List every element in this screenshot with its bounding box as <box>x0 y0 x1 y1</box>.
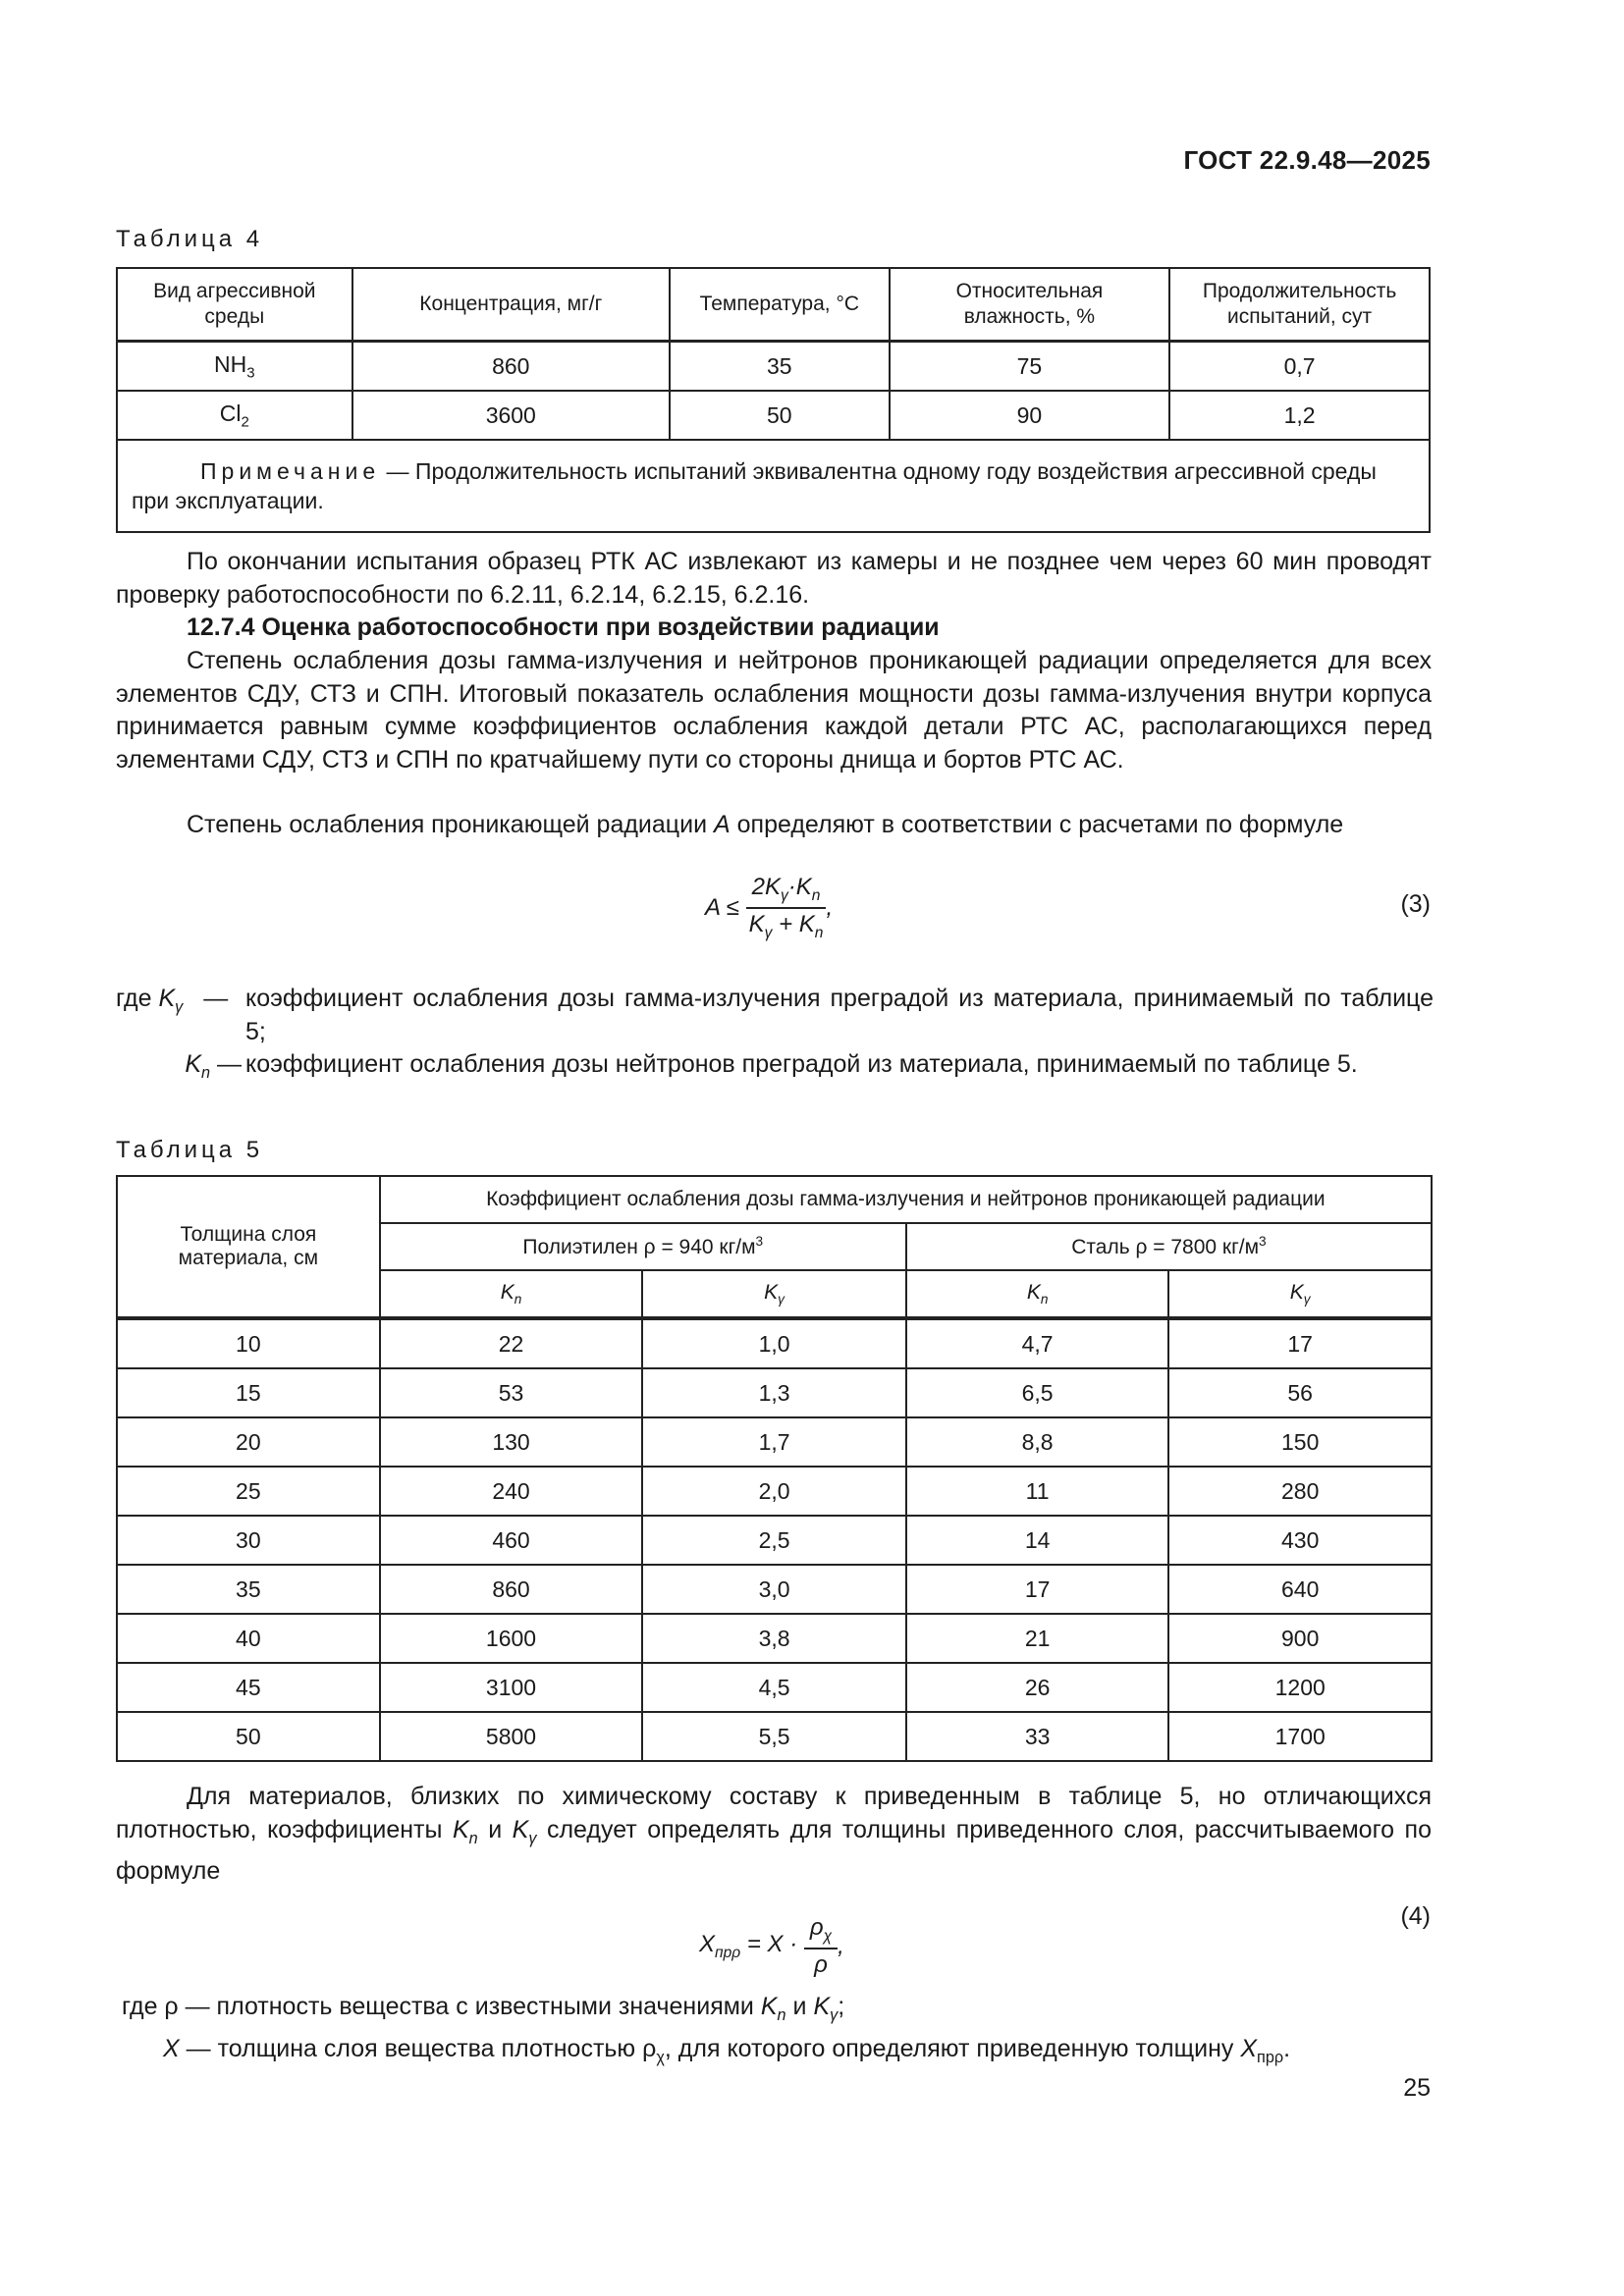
f3-den-sub2: n <box>814 924 824 941</box>
table5-caption: Таблица 5 <box>116 1137 264 1163</box>
definitions-2 <box>122 1991 1437 2074</box>
table4-header-row <box>117 268 1430 342</box>
env-formula: Cl <box>219 400 242 426</box>
table4-header-env-l1: Вид агрессивной <box>153 280 316 302</box>
table5-cell-thickness: 50 <box>117 1712 380 1761</box>
f3-den-a: K <box>748 910 765 937</box>
env-formula-sub: 2 <box>241 413 249 431</box>
table4-cell-dur: 1,2 <box>1169 391 1430 440</box>
table4-caption: Таблица 4 <box>116 226 264 252</box>
formula4-number: (4) <box>1400 1902 1431 1930</box>
table-row <box>117 1663 1432 1712</box>
table5-header-steel-kg <box>1168 1270 1432 1318</box>
table5-cell-poly-kg: 2,5 <box>642 1516 906 1565</box>
definition-x <box>122 2033 1437 2075</box>
def-text-kgamma: коэффициент ослабления дозы гамма-излучения преградой из материала, принимаемый по таблице 5; <box>245 985 1434 1045</box>
f3-den-sub1: γ <box>764 924 773 941</box>
k-sym: K <box>1289 1280 1304 1304</box>
table4-note-row <box>117 440 1430 532</box>
def2-k: K <box>813 1993 831 2020</box>
table4-cell-conc: 860 <box>352 342 670 392</box>
table5-header-group: Коэффициент ослабления дозы гамма-излучения и нейтронов проникающей радиации <box>380 1176 1432 1223</box>
def2-xpr: X <box>1240 2034 1258 2062</box>
table5-header-poly-kn <box>380 1270 643 1318</box>
formula3-denominator <box>746 909 827 942</box>
env-formula: NH <box>214 350 247 377</box>
def-text-kn: коэффициент ослабления дозы нейтронов преградой из материала, принимаемый по таблице 5. <box>245 1050 1358 1078</box>
table5-cell-steel-kn: 21 <box>906 1614 1169 1663</box>
formula4-fraction <box>804 1914 838 1979</box>
formula4-denominator: ρ <box>814 1950 828 1978</box>
def2-k-sub-n: n <box>777 2006 786 2024</box>
steel-cube: 3 <box>1259 1234 1267 1249</box>
def2-rho: ρ <box>642 2034 657 2062</box>
para4-text-c: следует определять для толщины приведенного слоя, рассчитываемого по формуле <box>116 1815 1432 1885</box>
definitions-1 <box>116 983 1434 1091</box>
table-row <box>117 1565 1432 1614</box>
k-sym: K <box>500 1280 514 1304</box>
table-row <box>117 391 1430 440</box>
def-sym-sub: γ <box>175 998 184 1016</box>
para3-text-b: определяют в соответствии с расчетами по формуле <box>730 811 1344 838</box>
k-sym: K <box>1026 1280 1041 1304</box>
definition-kn <box>116 1048 1434 1091</box>
table4-header-env <box>117 268 352 342</box>
def2-xpr-sub: прρ <box>1257 2048 1284 2066</box>
table5-cell-poly-kg: 2,0 <box>642 1467 906 1516</box>
def-sym: K <box>158 985 176 1012</box>
table5-cell-thickness: 10 <box>117 1318 380 1368</box>
table5-cell-steel-kn: 11 <box>906 1467 1169 1516</box>
f3-num-sub2: n <box>811 886 821 904</box>
table4-cell-env <box>117 342 352 392</box>
table-row <box>117 342 1430 392</box>
table5-cell-poly-kn: 130 <box>380 1417 643 1467</box>
formula4-tail: , <box>838 1932 844 1959</box>
table5-cell-poly-kn: 5800 <box>380 1712 643 1761</box>
table-row <box>117 1417 1432 1467</box>
para4-text-b: и <box>477 1815 513 1843</box>
def2-rho-sub: χ <box>656 2048 665 2066</box>
def-sym-kn <box>116 1048 242 1091</box>
table5-cell-thickness: 40 <box>117 1614 380 1663</box>
table4-cell-conc: 3600 <box>352 391 670 440</box>
k-sub: γ <box>778 1292 785 1308</box>
table5-cell-thickness: 35 <box>117 1565 380 1614</box>
table4-header-temp: Температура, °С <box>670 268 890 342</box>
def-sym-kgamma <box>116 983 242 1048</box>
f3-num-mid: ·K <box>787 874 812 900</box>
def2-text-c: ; <box>838 1993 845 2020</box>
def2-x-text-b: , для которого определяют приведенную толщину <box>664 2034 1241 2062</box>
table4-header-hum-l1: Относительная <box>955 280 1104 302</box>
table5-cell-thickness: 20 <box>117 1417 380 1467</box>
table5-cell-poly-kn: 1600 <box>380 1614 643 1663</box>
table4-cell-env <box>117 391 352 440</box>
table4-cell-dur: 0,7 <box>1169 342 1430 392</box>
table5-cell-steel-kg: 1200 <box>1168 1663 1432 1712</box>
f4-eq: = X · <box>740 1931 798 1957</box>
table5-cell-poly-kn: 22 <box>380 1318 643 1368</box>
poly-label: Полиэтилен ρ = 940 кг/м <box>522 1236 756 1258</box>
table5-cell-thickness: 45 <box>117 1663 380 1712</box>
page-number: 25 <box>1403 2074 1431 2102</box>
table5-cell-steel-kn: 4,7 <box>906 1318 1169 1368</box>
table5-header-thickness <box>117 1176 380 1318</box>
table5-cell-poly-kg: 1,3 <box>642 1368 906 1417</box>
def-sym-sub: n <box>201 1064 211 1082</box>
def2-text-b: и <box>785 1993 814 2020</box>
note-label: Примечание <box>200 458 381 484</box>
para4-text-a: Для материалов, близких по химическому составу к приведенным в таблице 5, но отличающихся плотностью, коэффициенты <box>116 1783 1432 1843</box>
table4-cell-temp: 35 <box>670 342 890 392</box>
paragraph-formula-intro <box>116 809 1432 842</box>
para4-k-sub-n: n <box>468 1829 478 1847</box>
k-sym: K <box>764 1280 779 1304</box>
para4-k-sub-g: γ <box>528 1829 537 1847</box>
table5-cell-poly-kg: 5,5 <box>642 1712 906 1761</box>
def2-x-sym: X <box>163 2034 180 2062</box>
table5-cell-steel-kg: 150 <box>1168 1417 1432 1467</box>
table5-cell-thickness: 25 <box>117 1467 380 1516</box>
table4-header-dur-l1: Продолжительность <box>1202 280 1397 302</box>
paragraph-reduced-layer <box>116 1781 1432 1889</box>
table-row <box>117 1516 1432 1565</box>
def2-k-sub-g: γ <box>830 2006 839 2024</box>
def-dash: — <box>203 985 229 1012</box>
def2-k: K <box>760 1993 778 2020</box>
table5-cell-poly-kn: 53 <box>380 1368 643 1417</box>
table5-cell-steel-kn: 26 <box>906 1663 1169 1712</box>
table5-cell-steel-kn: 14 <box>906 1516 1169 1565</box>
para3-var: A <box>714 811 731 838</box>
f4-num: ρ <box>809 1914 824 1941</box>
note-text: — Продолжительность испытаний эквивалентна одному году воздействия агрессивной среды при эксплуатации. <box>132 458 1377 513</box>
formula4-numerator <box>804 1914 838 1949</box>
para3-text-a: Степень ослабления проникающей радиации <box>187 811 714 838</box>
env-formula-sub: 3 <box>246 364 255 382</box>
def2-x-text-c: . <box>1283 2034 1291 2062</box>
table5-header-poly <box>380 1223 906 1270</box>
formula3-tail: , <box>826 893 834 921</box>
table4-cell-hum: 75 <box>890 342 1170 392</box>
formula3-number: (3) <box>1400 890 1431 918</box>
table5 <box>116 1175 1433 1762</box>
table5-cell-poly-kn: 460 <box>380 1516 643 1565</box>
table4-header-conc: Концентрация, мг/г <box>352 268 670 342</box>
table5-cell-poly-kg: 3,8 <box>642 1614 906 1663</box>
def-sym: K <box>185 1050 201 1078</box>
table5-cell-steel-kn: 17 <box>906 1565 1169 1614</box>
formula-4 <box>699 1914 844 1979</box>
table5-cell-steel-kg: 430 <box>1168 1516 1432 1565</box>
table4-header-dur <box>1169 268 1430 342</box>
def2-x-text-a: — толщина слоя вещества плотностью <box>179 2034 643 2062</box>
poly-cube: 3 <box>755 1234 764 1249</box>
table4 <box>116 267 1431 533</box>
table-row <box>117 1467 1432 1516</box>
table5-cell-thickness: 15 <box>117 1368 380 1417</box>
table5-cell-poly-kg: 4,5 <box>642 1663 906 1712</box>
formula4-lhs <box>699 1931 798 1961</box>
table5-cell-steel-kg: 640 <box>1168 1565 1432 1614</box>
f4-num-sub: χ <box>823 1927 833 1945</box>
table5-cell-thickness: 30 <box>117 1516 380 1565</box>
table4-cell-temp: 50 <box>670 391 890 440</box>
table5-cell-poly-kn: 860 <box>380 1565 643 1614</box>
def-prefix: где <box>116 985 159 1012</box>
thickness-l1: Толщина слоя <box>180 1223 317 1246</box>
def2-text-a: где ρ — плотность вещества с известными значениями <box>122 1993 761 2020</box>
table5-cell-steel-kg: 1700 <box>1168 1712 1432 1761</box>
table5-cell-steel-kg: 900 <box>1168 1614 1432 1663</box>
k-sub: n <box>1040 1292 1049 1308</box>
def-dash: — <box>217 1050 242 1078</box>
formula-3 <box>705 874 833 942</box>
table5-header-steel-kn <box>906 1270 1169 1318</box>
table4-cell-hum: 90 <box>890 391 1170 440</box>
f4-x-sub: прρ <box>715 1944 741 1961</box>
table-row <box>117 1318 1432 1368</box>
table5-cell-poly-kg: 1,7 <box>642 1417 906 1467</box>
table5-cell-steel-kg: 280 <box>1168 1467 1432 1516</box>
table5-cell-poly-kg: 1,0 <box>642 1318 906 1368</box>
thickness-l2: материала, см <box>178 1247 319 1269</box>
table5-body <box>117 1318 1432 1761</box>
document-header: ГОСТ 22.9.48—2025 <box>1183 145 1431 175</box>
para4-k: K <box>452 1815 469 1843</box>
table5-header-row-1 <box>117 1176 1432 1223</box>
table4-header-hum <box>890 268 1170 342</box>
table4-header-dur-l2: испытаний, сут <box>1227 305 1373 328</box>
f4-x: X <box>699 1931 716 1957</box>
table5-cell-steel-kn: 33 <box>906 1712 1169 1761</box>
table5-cell-steel-kg: 56 <box>1168 1368 1432 1417</box>
f3-num-sub1: γ <box>781 886 788 904</box>
table-row <box>117 1712 1432 1761</box>
steel-label: Сталь ρ = 7800 кг/м <box>1071 1236 1260 1258</box>
table5-cell-steel-kn: 8,8 <box>906 1417 1169 1467</box>
formula3-numerator <box>746 874 827 909</box>
definition-rho <box>122 1991 1437 2033</box>
table5-header-poly-kg <box>642 1270 906 1318</box>
formula3-fraction <box>746 874 827 942</box>
table5-cell-poly-kg: 3,0 <box>642 1565 906 1614</box>
table-row <box>117 1368 1432 1417</box>
f3-den-mid: + K <box>772 910 815 937</box>
k-sub: γ <box>1303 1292 1311 1308</box>
formula3-lhs: A ≤ <box>705 893 739 921</box>
table4-header-env-l2: среды <box>204 305 265 328</box>
table5-cell-steel-kg: 17 <box>1168 1318 1432 1368</box>
paragraph-test-end: По окончании испытания образец РТК АС извлекают из камеры и не позднее чем через 60 мин проводят проверку работоспособности по 6.2.11, 6.2.14, 6.2.15, 6.2.16. <box>116 548 1432 609</box>
table4-note <box>117 440 1430 532</box>
section-title: 12.7.4 Оценка работоспособности при воздействии радиации <box>187 614 940 641</box>
table5-header-steel <box>906 1223 1432 1270</box>
table5-cell-poly-kn: 3100 <box>380 1663 643 1712</box>
table5-cell-steel-kn: 6,5 <box>906 1368 1169 1417</box>
paragraph-attenuation: Степень ослабления дозы гамма-излучения и нейтронов проникающей радиации определяется для всех элементов СДУ, СТЗ и СПН. Итоговый показатель ослабления мощности дозы гамма-излучения внутри корпуса принимается равным сумме коэффициентов ослабления каждой детали РТС АС, располагающихся перед элементами СДУ, СТЗ и СПН по кратчайшему пути со стороны днища и бортов РТС АС. <box>116 647 1432 774</box>
k-sub: n <box>514 1292 522 1308</box>
para4-k: K <box>512 1815 529 1843</box>
f3-num-a: 2K <box>751 874 781 900</box>
table4-header-hum-l2: влажность, % <box>963 305 1096 328</box>
table-row <box>117 1614 1432 1663</box>
table5-cell-poly-kn: 240 <box>380 1467 643 1516</box>
definition-kgamma <box>116 983 1434 1048</box>
